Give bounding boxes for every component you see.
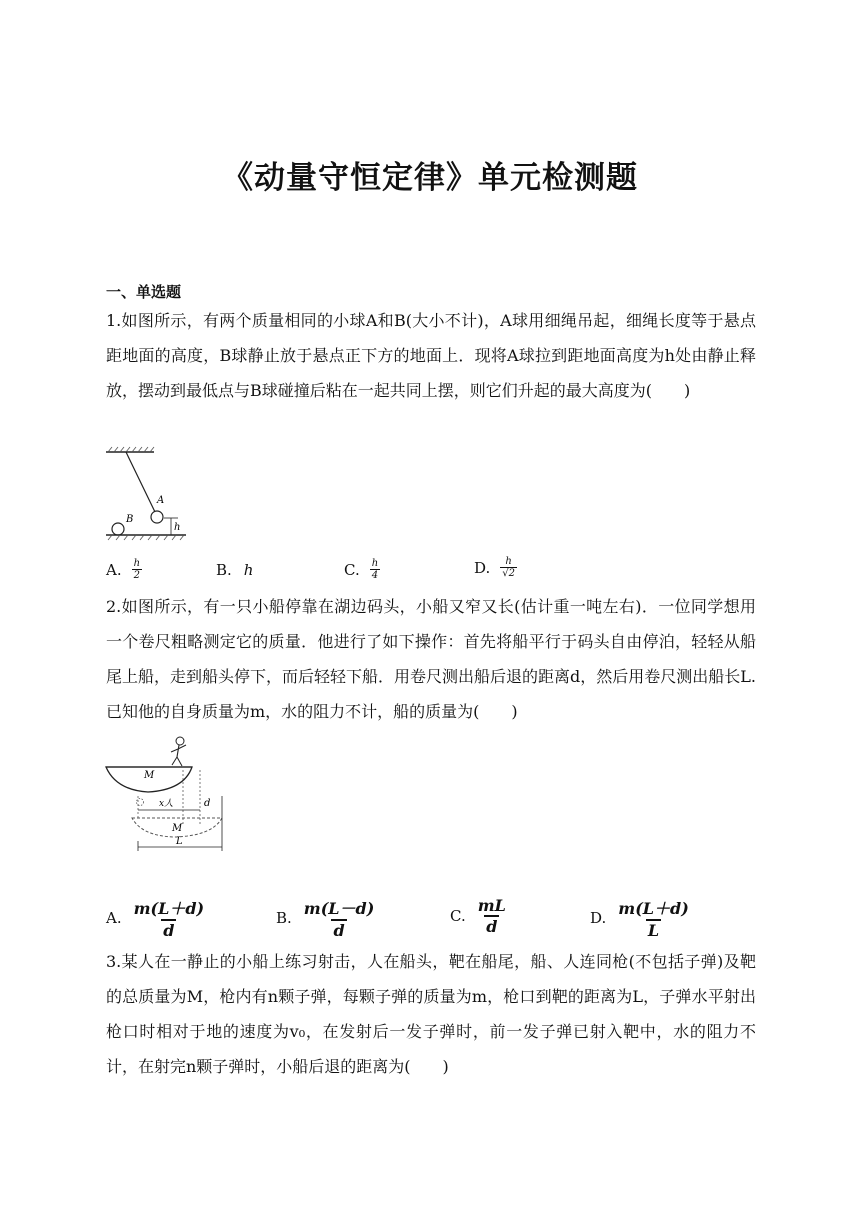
option-fraction: $\frac{h}{2}$	[133, 558, 141, 581]
ball-b-label: B	[126, 514, 134, 525]
option-value: h	[243, 561, 254, 579]
option-fraction: $\frac{h}{4}$	[371, 558, 379, 581]
option-fraction: $\frac{m(L+d)}{L}$	[618, 899, 689, 940]
q2-option-c[interactable]	[450, 896, 508, 936]
option-fraction: $\frac{mL}{d}$	[477, 896, 506, 936]
option-label: C.	[344, 560, 360, 579]
option-fraction: $\frac{m(L+d)}{d}$	[133, 899, 205, 940]
q1-option-b[interactable]	[216, 561, 253, 579]
option-label: B.	[216, 561, 232, 579]
option-label: C.	[450, 907, 466, 925]
page-title: 《动量守恒定律》单元检测题	[222, 160, 638, 196]
option-label: A.	[106, 909, 122, 927]
option-fraction: $\frac{m(L-d)}{d}$	[303, 899, 375, 940]
option-label: D.	[590, 909, 607, 927]
q1-option-d[interactable]	[474, 556, 517, 579]
boat-mass-label: M	[144, 770, 155, 781]
q2-option-a[interactable]	[106, 896, 206, 940]
boat-mass-label-moved: M	[172, 823, 183, 834]
question-3-text: 3.某人在一静止的小船上练习射击，人在船头，靶在船尾，船、人连同枪(不包括子弹)及靶的总质量为M，枪内有n颗子弹，每颗子弹的质量为m，枪口到靶的距离为L，子弹水平射出枪口时相对于地的速度为v₀，在发射后一发子弹时，前一发子弹已射入靶中，水的阻力不计，在射完n颗子弹时，小船后退的距离为( )	[106, 952, 756, 1076]
option-label: D.	[474, 558, 491, 577]
boat-displacement-label: d	[204, 798, 211, 809]
question-2-text: 2.如图所示，有一只小船停靠在湖边码头，小船又窄又长(估计重一吨左右)．一位同学想用一个卷尺粗略测定它的质量．他进行了如下操作：首先将船平行于码头自由停泊，轻轻从船尾上船，走到船头停下，而后轻轻下船．用卷尺测出船后退的距离d，然后用卷尺测出船长L.已知他的自身质量为m，水的阻力不计，船的质量为( )	[106, 597, 756, 721]
ball-a-label: A	[157, 495, 165, 506]
option-label: B.	[276, 909, 292, 927]
option-label: A.	[106, 560, 122, 579]
option-fraction: $\frac{h}{√2}$	[502, 556, 515, 579]
person-displacement-label: x人	[159, 799, 174, 809]
question-1-text: 1.如图所示，有两个质量相同的小球A和B(大小不计)，A球用细绳吊起，细绳长度等于悬点距地面的高度，B球静止放于悬点正下方的地面上．现将A球拉到距地面高度为h处由静止释放，摆动到最低点与B球碰撞后粘在一起共同上摆，则它们升起的最大高度为( )	[106, 311, 756, 400]
height-label: h	[174, 522, 181, 533]
boat-figure	[104, 730, 230, 854]
pendulum-figure	[104, 446, 190, 550]
q2-option-d[interactable]	[590, 896, 691, 940]
q2-option-b[interactable]	[276, 896, 376, 940]
q1-option-a[interactable]	[106, 558, 142, 581]
boat-length-label: L	[176, 836, 183, 847]
q1-option-c[interactable]	[344, 558, 380, 581]
section-heading: 一、单选题	[106, 283, 182, 301]
